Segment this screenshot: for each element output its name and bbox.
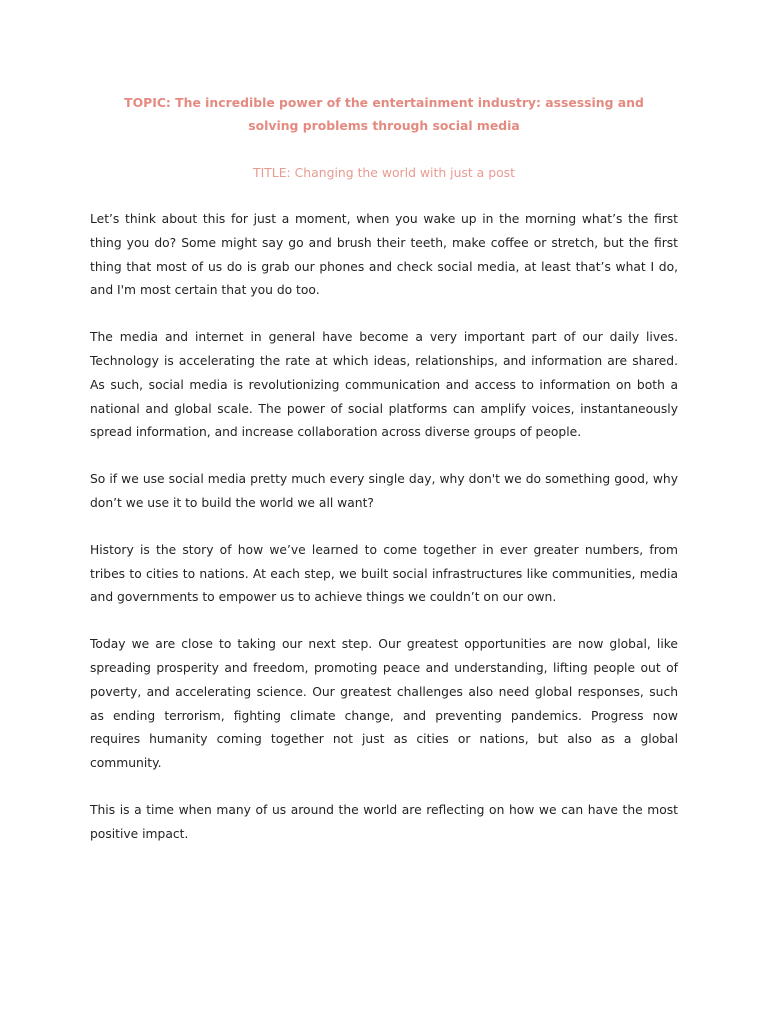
paragraph-5: Today we are close to taking our next step. Our greatest opportunities are now global, like spreading prosperity and freedom, promoting peace and understanding, lifting people out of poverty, and accelerating science. Our greatest challenges also need global responses, such as ending terrorism, fighting climate change, and preventing pandemics. Progress now requires humanity coming together not just as cities or nations, but also as a global community. <box>90 637 678 771</box>
paragraph-2: The media and internet in general have become a very important part of our daily lives. Technology is accelerating the rate at which ideas, relationships, and information are shared. As such, social media is revolutionizing communication and access to information on both a national and global scale. The power of social platforms can amplify voices, instantaneously spread information, and increase collaboration across diverse groups of people. <box>90 330 678 440</box>
paragraph-1: Let’s think about this for just a moment, when you wake up in the morning what’s the first thing you do? Some might say go and brush their teeth, make coffee or stretch, but the first thing that most of us do is grab our phones and check social media, at least that’s what I do, and I'm most certain that you do too. <box>90 212 678 298</box>
paragraph-6: This is a time when many of us around the world are reflecting on how we can have the most positive impact. <box>90 802 678 841</box>
topic-heading: TOPIC: The incredible power of the entertainment industry: assessing and solving problems through social media <box>124 95 644 133</box>
document-title: TITLE: Changing the world with just a post <box>253 165 515 180</box>
paragraph-3: So if we use social media pretty much every single day, why don't we do something good, why don’t we use it to build the world we all want? <box>90 472 678 510</box>
paragraph-4: History is the story of how we’ve learned to come together in ever greater numbers, from tribes to cities to nations. At each step, we built social infrastructures like communities, media and governments to empower us to achieve things we couldn’t on our own. <box>90 542 678 605</box>
